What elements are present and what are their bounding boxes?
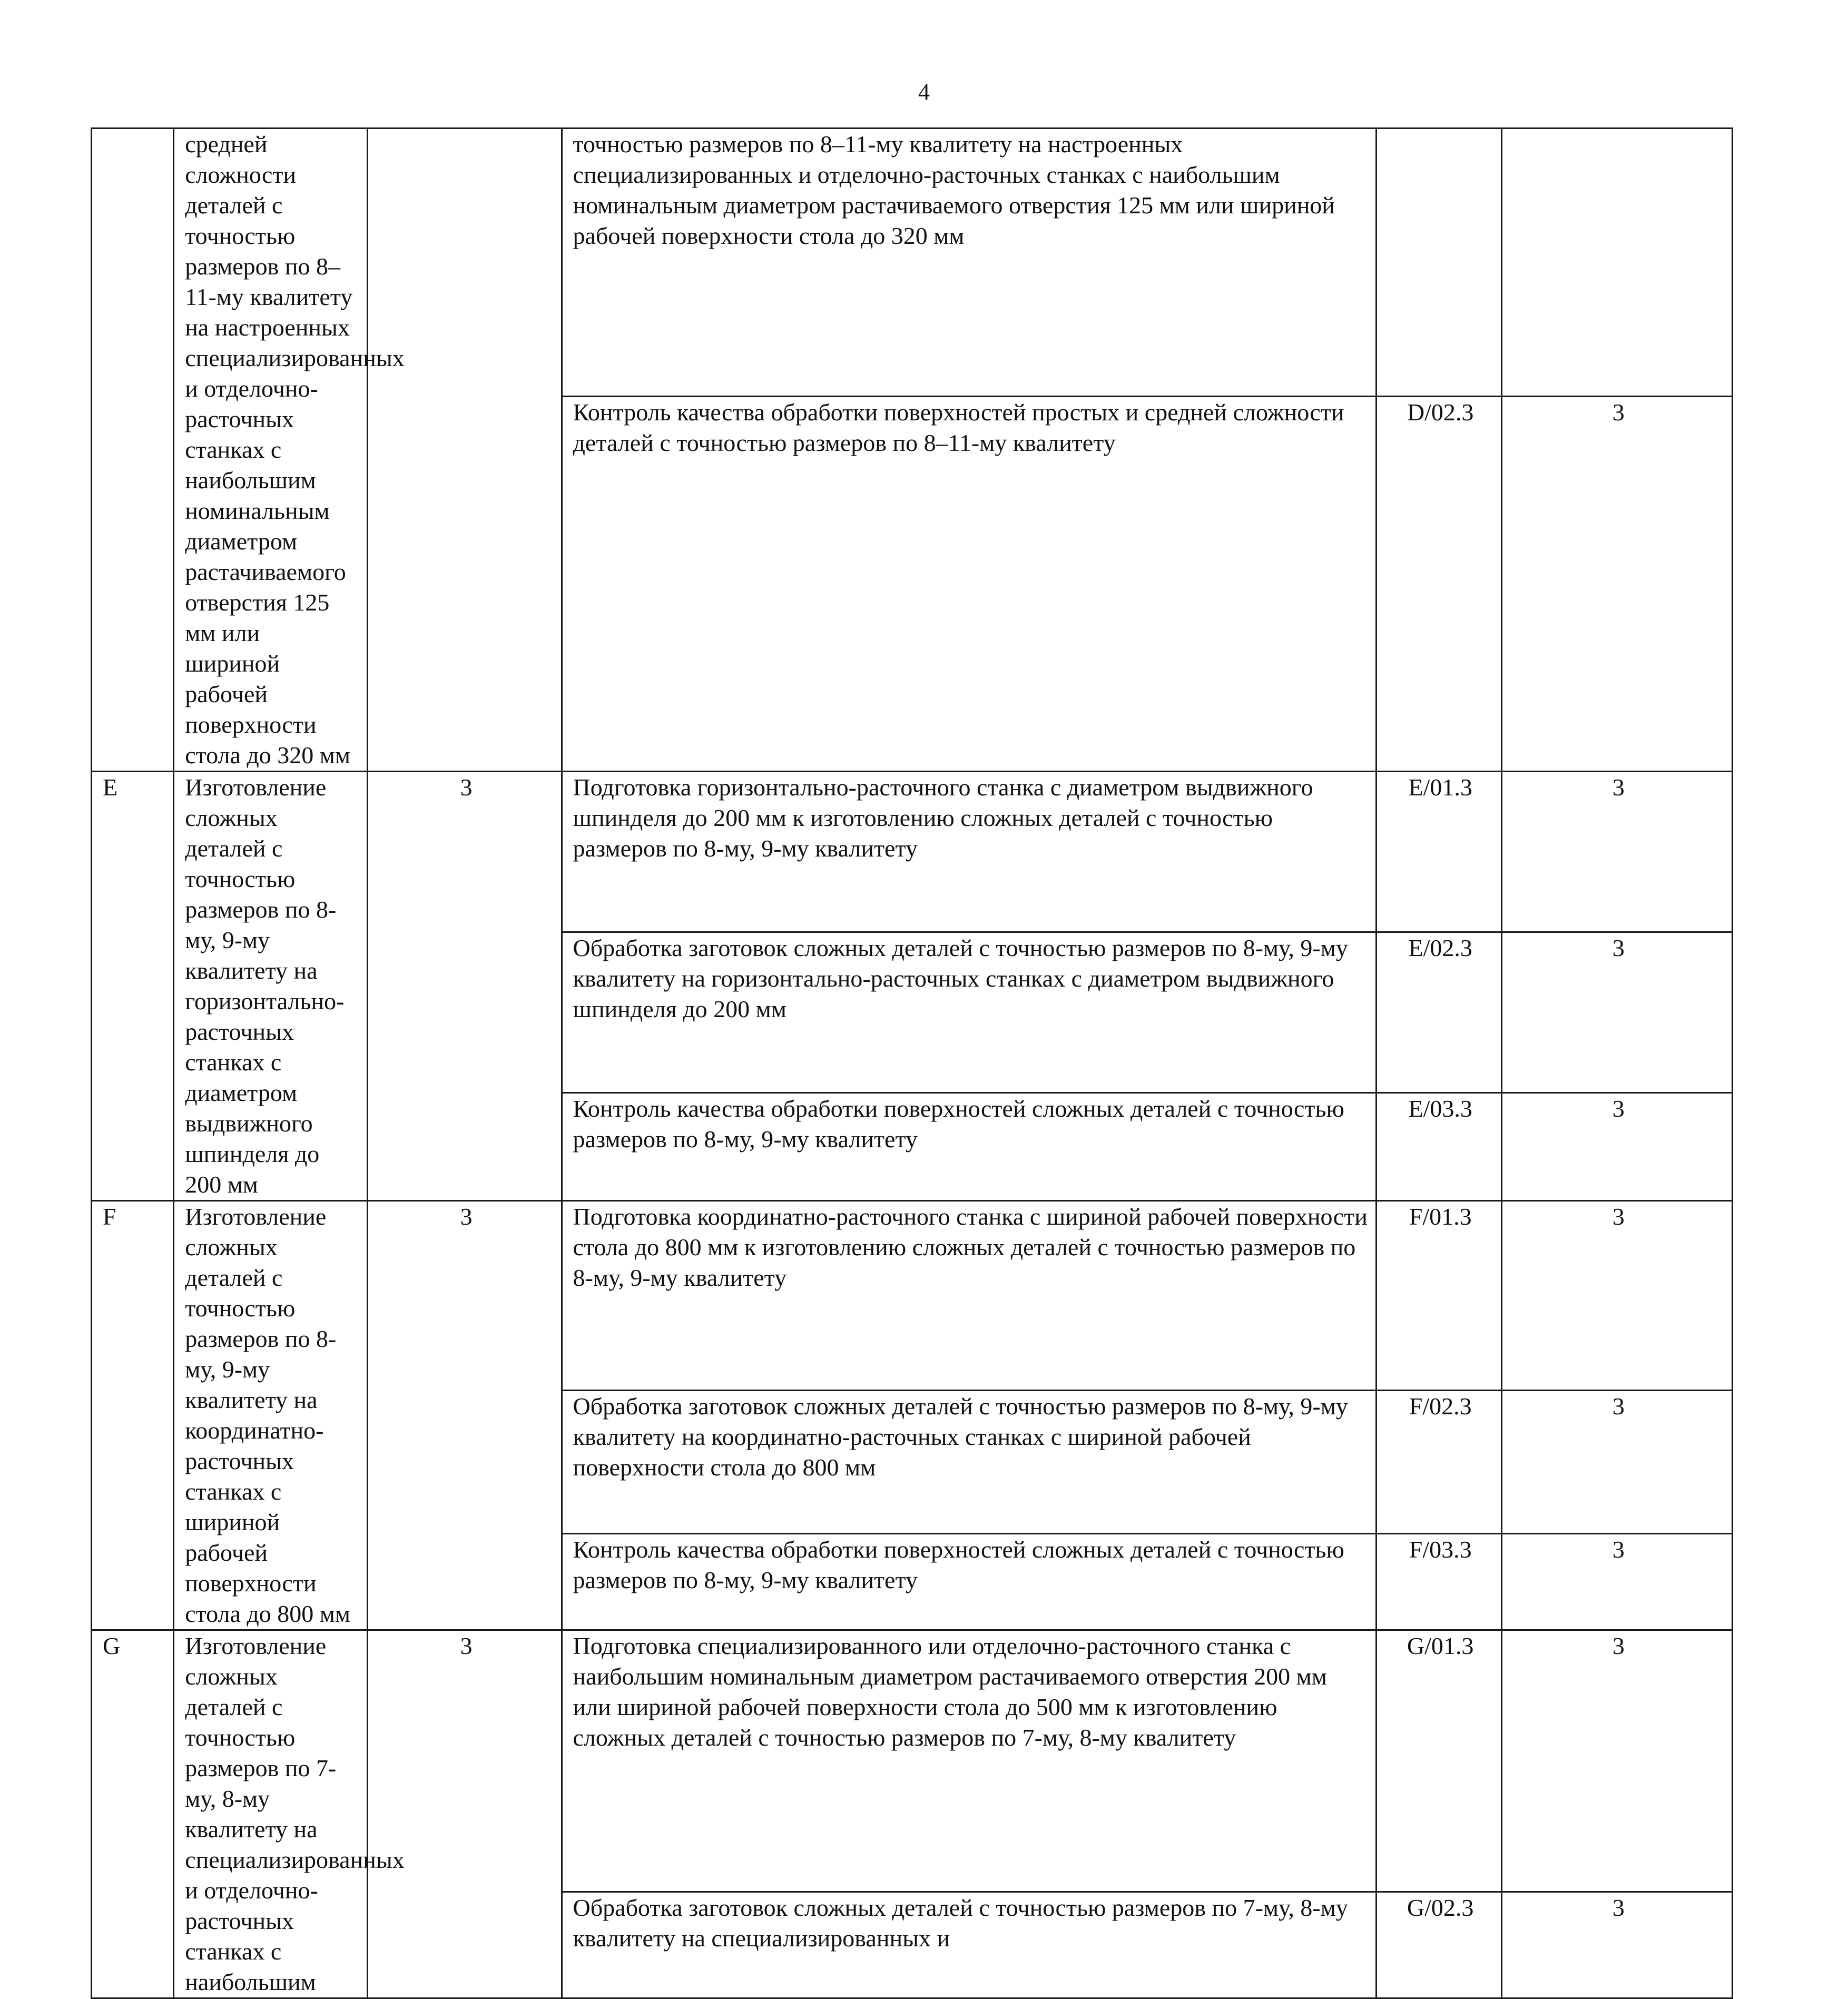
tf-code-cell: D/02.3: [1376, 397, 1501, 772]
gf-name-cell: Изготовление сложных деталей с точностью размеров по 8-му, 9-му квалитету на координатно-расточных станках с шириной рабочей поверхности стола до 800 мм: [174, 1201, 368, 1630]
tf-name-cell: Подготовка координатно-расточного станка с шириной рабочей поверхности стола до 800 мм к изготовлению сложных деталей с точностью размеров по 8-му, 9-му квалитету: [562, 1201, 1376, 1391]
gf-name-cell: Изготовление сложных деталей с точностью размеров по 8-му, 9-му квалитету на горизонтально-расточных станках с диаметром выдвижного шпинделя до 200 мм: [174, 772, 368, 1201]
tf-level-cell: 3: [1501, 932, 1733, 1092]
tf-name-cell: Подготовка горизонтально-расточного станка с диаметром выдвижного шпинделя до 200 мм к изготовлению сложных деталей с точностью размеров по 8-му, 9-му квалитету: [562, 772, 1376, 932]
tf-code-cell: E/02.3: [1376, 932, 1501, 1092]
table-row: [92, 1201, 1733, 1391]
table-row: [92, 1630, 1733, 1892]
tf-code-cell: F/01.3: [1376, 1201, 1501, 1391]
tf-code-cell: E/01.3: [1376, 772, 1501, 932]
tf-level-cell: 3: [1501, 1534, 1733, 1630]
tf-code-cell: G/01.3: [1376, 1630, 1501, 1892]
gf-code-cell: [92, 129, 174, 772]
tf-level-cell: 3: [1501, 1892, 1733, 1998]
gf-level-cell: 3: [368, 772, 562, 1201]
tf-code-cell: E/03.3: [1376, 1092, 1501, 1200]
gf-name-cell: Изготовление сложных деталей с точностью размеров по 7-му, 8-му квалитету на специализированных и отделочно-расточных станках с наибольшим: [174, 1630, 368, 1998]
gf-level-cell: 3: [368, 1630, 562, 1998]
page-number: 4: [918, 79, 930, 105]
tf-name-cell: Обработка заготовок сложных деталей с точностью размеров по 7-му, 8-му квалитету на специализированных и: [562, 1892, 1376, 1998]
gf-code-cell: F: [92, 1201, 174, 1630]
tf-level-cell: 3: [1501, 1092, 1733, 1200]
table-row: [92, 772, 1733, 932]
tf-name-cell: Обработка заготовок сложных деталей с точностью размеров по 8-му, 9-му квалитету на координатно-расточных станках с шириной рабочей поверхности стола до 800 мм: [562, 1390, 1376, 1533]
gf-name-cell: средней сложности деталей с точностью размеров по 8–11-му квалитету на настроенных специализированных и отделочно-расточных станках с наибольшим номинальным диаметром растачиваемого отверстия 125 мм или шириной рабочей поверхности стола до 320 мм: [174, 129, 368, 772]
tf-name-cell: Контроль качества обработки поверхностей сложных деталей с точностью размеров по 8-му, 9-му квалитету: [562, 1534, 1376, 1630]
tf-level-cell: 3: [1501, 1390, 1733, 1533]
tf-level-cell: [1501, 129, 1733, 397]
tf-code-cell: F/02.3: [1376, 1390, 1501, 1533]
tf-level-cell: 3: [1501, 1201, 1733, 1391]
tf-name-cell: точностью размеров по 8–11-му квалитету на настроенных специализированных и отделочно-расточных станках с наибольшим номинальным диаметром растачиваемого отверстия 125 мм или шириной рабочей поверхности стола до 320 мм: [562, 129, 1376, 397]
tf-name-cell: Контроль качества обработки поверхностей сложных деталей с точностью размеров по 8-му, 9-му квалитету: [562, 1092, 1376, 1200]
gf-level-cell: [368, 129, 562, 772]
tf-code-cell: G/02.3: [1376, 1892, 1501, 1998]
tf-code-cell: F/03.3: [1376, 1534, 1501, 1630]
tf-name-cell: Подготовка специализированного или отделочно-расточного станка с наибольшим номинальным диаметром растачиваемого отверстия 200 мм или шириной рабочей поверхности стола до 500 мм к изготовлению сложных деталей с точностью размеров по 7-му, 8-му квалитету: [562, 1630, 1376, 1892]
table-row: [92, 129, 1733, 397]
gf-level-cell: 3: [368, 1201, 562, 1630]
tf-code-cell: [1376, 129, 1501, 397]
tf-level-cell: 3: [1501, 772, 1733, 932]
gf-code-cell: E: [92, 772, 174, 1201]
tf-name-cell: Контроль качества обработки поверхностей простых и средней сложности деталей с точностью размеров по 8–11-му квалитету: [562, 397, 1376, 772]
gf-code-cell: G: [92, 1630, 174, 1998]
tf-name-cell: Обработка заготовок сложных деталей с точностью размеров по 8-му, 9-му квалитету на горизонтально-расточных станках с диаметром выдвижного шпинделя до 200 мм: [562, 932, 1376, 1092]
functions-table: [91, 127, 1733, 1999]
tf-level-cell: 3: [1501, 397, 1733, 772]
tf-level-cell: 3: [1501, 1630, 1733, 1892]
